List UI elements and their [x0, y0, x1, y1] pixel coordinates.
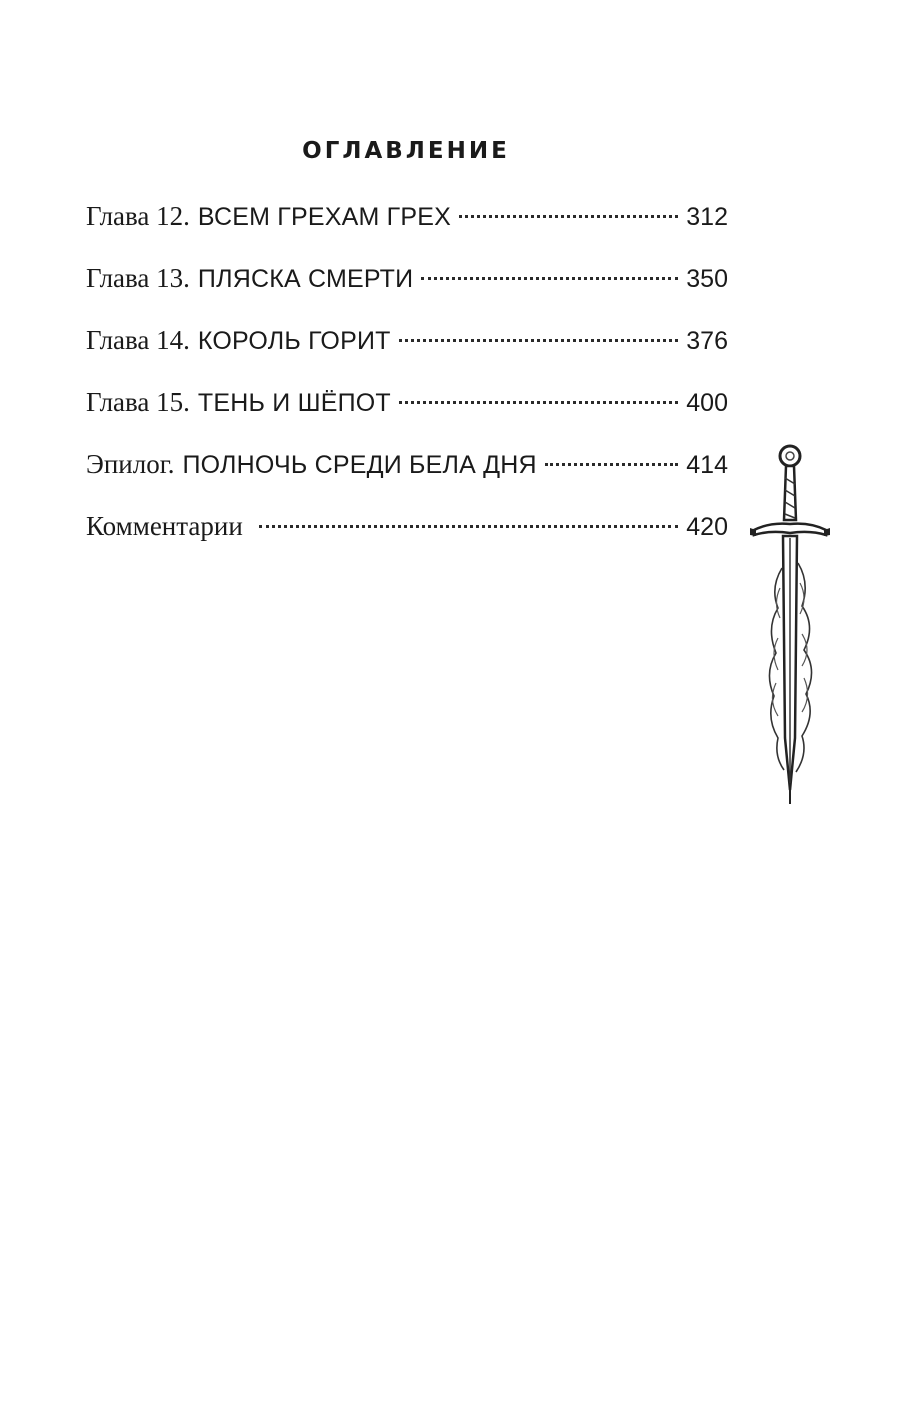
toc-entry-title: ВСЕМ ГРЕХАМ ГРЕХ — [197, 203, 452, 231]
toc-entry[interactable] — [86, 444, 728, 506]
flaming-sword-icon — [740, 438, 840, 808]
dot-leader — [545, 463, 678, 466]
dot-leader — [421, 277, 678, 280]
toc-entry-page: 400 — [686, 389, 728, 417]
toc-entry[interactable] — [86, 506, 728, 568]
toc-entry[interactable] — [86, 382, 728, 444]
toc-entry-prefix: Комментарии — [86, 511, 243, 541]
toc-entry-prefix: Глава 13. — [86, 263, 190, 293]
dot-leader — [399, 401, 678, 404]
toc-entry-page: 350 — [686, 265, 728, 293]
toc-entry-page: 376 — [686, 327, 728, 355]
toc-entry-prefix: Глава 12. — [86, 201, 190, 231]
page-title: ОГЛАВЛЕНИЕ — [302, 138, 510, 164]
toc-entry[interactable] — [86, 258, 728, 320]
toc-entry-page: 312 — [686, 203, 728, 231]
dot-leader — [399, 339, 679, 342]
toc-entry-title: КОРОЛЬ ГОРИТ — [197, 327, 391, 355]
toc-entry[interactable] — [86, 196, 728, 258]
toc-entry-prefix: Глава 15. — [86, 387, 190, 417]
table-of-contents — [86, 196, 728, 568]
toc-entry[interactable] — [86, 320, 728, 382]
toc-entry-page: 420 — [686, 513, 728, 541]
toc-entry-prefix: Эпилог. — [86, 449, 175, 479]
toc-entry-page: 414 — [686, 451, 728, 479]
dot-leader — [259, 525, 679, 528]
dot-leader — [459, 215, 678, 218]
toc-entry-prefix: Глава 14. — [86, 325, 190, 355]
toc-entry-title: ПОЛНОЧЬ СРЕДИ БЕЛА ДНЯ — [182, 451, 537, 479]
toc-entry-title: ТЕНЬ И ШЁПОТ — [197, 389, 391, 417]
toc-entry-title: ПЛЯСКА СМЕРТИ — [197, 265, 414, 293]
